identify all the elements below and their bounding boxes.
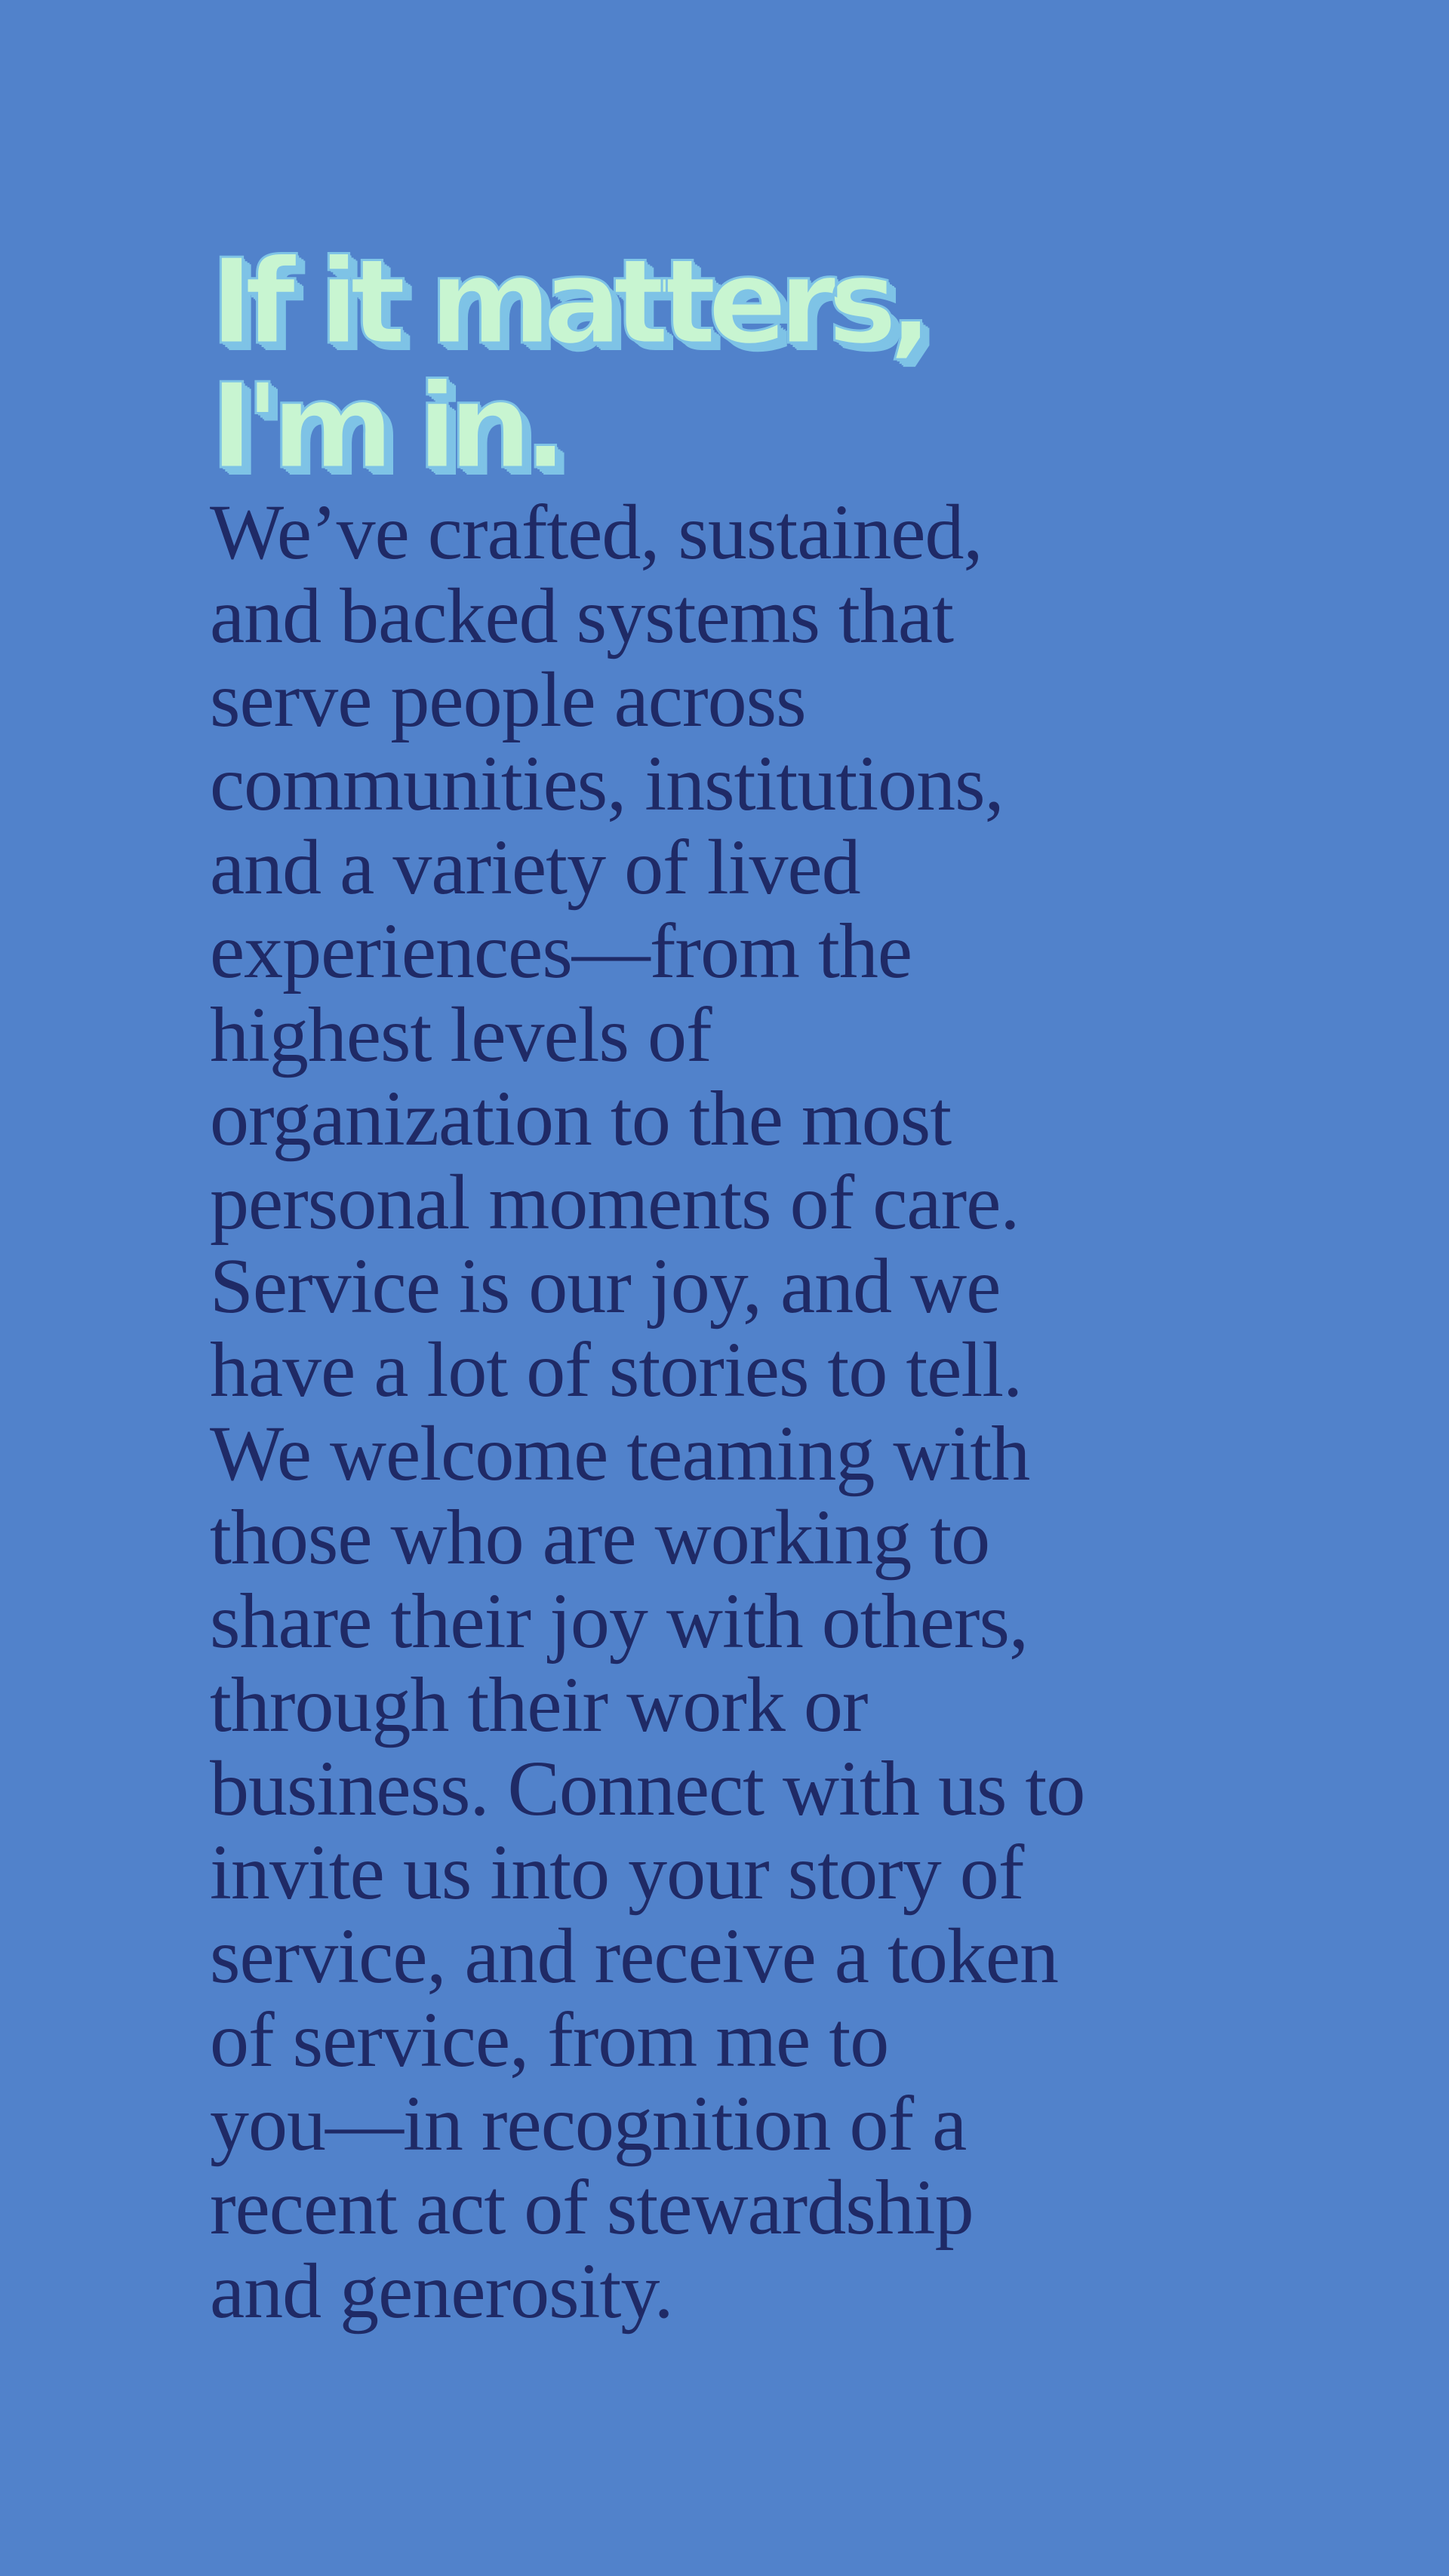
body-line: and backed systems that — [210, 573, 953, 659]
headline — [210, 233, 1266, 495]
body-line: personal moments of care. — [210, 1159, 1020, 1246]
content-block — [210, 233, 1266, 2335]
body-line: We welcome teaming with — [210, 1410, 1030, 1497]
body-line: and a variety of lived — [210, 824, 860, 911]
body-line: We’ve crafted, sustained, — [210, 489, 983, 576]
body-line: experiences—from the — [210, 908, 912, 994]
body-line: and generosity. — [210, 2248, 673, 2335]
body-line: have a lot of stories to tell. — [210, 1326, 1023, 1413]
body-line: of service, from me to — [210, 1997, 889, 2083]
body-line: recent act of stewardship — [210, 2164, 974, 2251]
body-line: through their work or — [210, 1661, 868, 1748]
body-line: share their joy with others, — [210, 1578, 1028, 1665]
headline-line: If it matters, — [210, 233, 924, 370]
body-line: service, and receive a token — [210, 1913, 1059, 2000]
body-line: business. Connect with us to — [210, 1745, 1085, 1832]
body-line: communities, institutions, — [210, 740, 1004, 827]
body-line: highest levels of — [210, 991, 712, 1078]
body-line: invite us into your story of — [210, 1829, 1024, 1916]
body-line: serve people across — [210, 656, 806, 743]
body-line: organization to the most — [210, 1075, 952, 1162]
headline-line: I'm in. — [210, 358, 559, 495]
body-line: those who are working to — [210, 1494, 990, 1581]
body-line: Service is our joy, and we — [210, 1243, 1001, 1329]
body-paragraph — [210, 490, 1266, 2333]
body-line: you—in recognition of a — [210, 2080, 967, 2167]
